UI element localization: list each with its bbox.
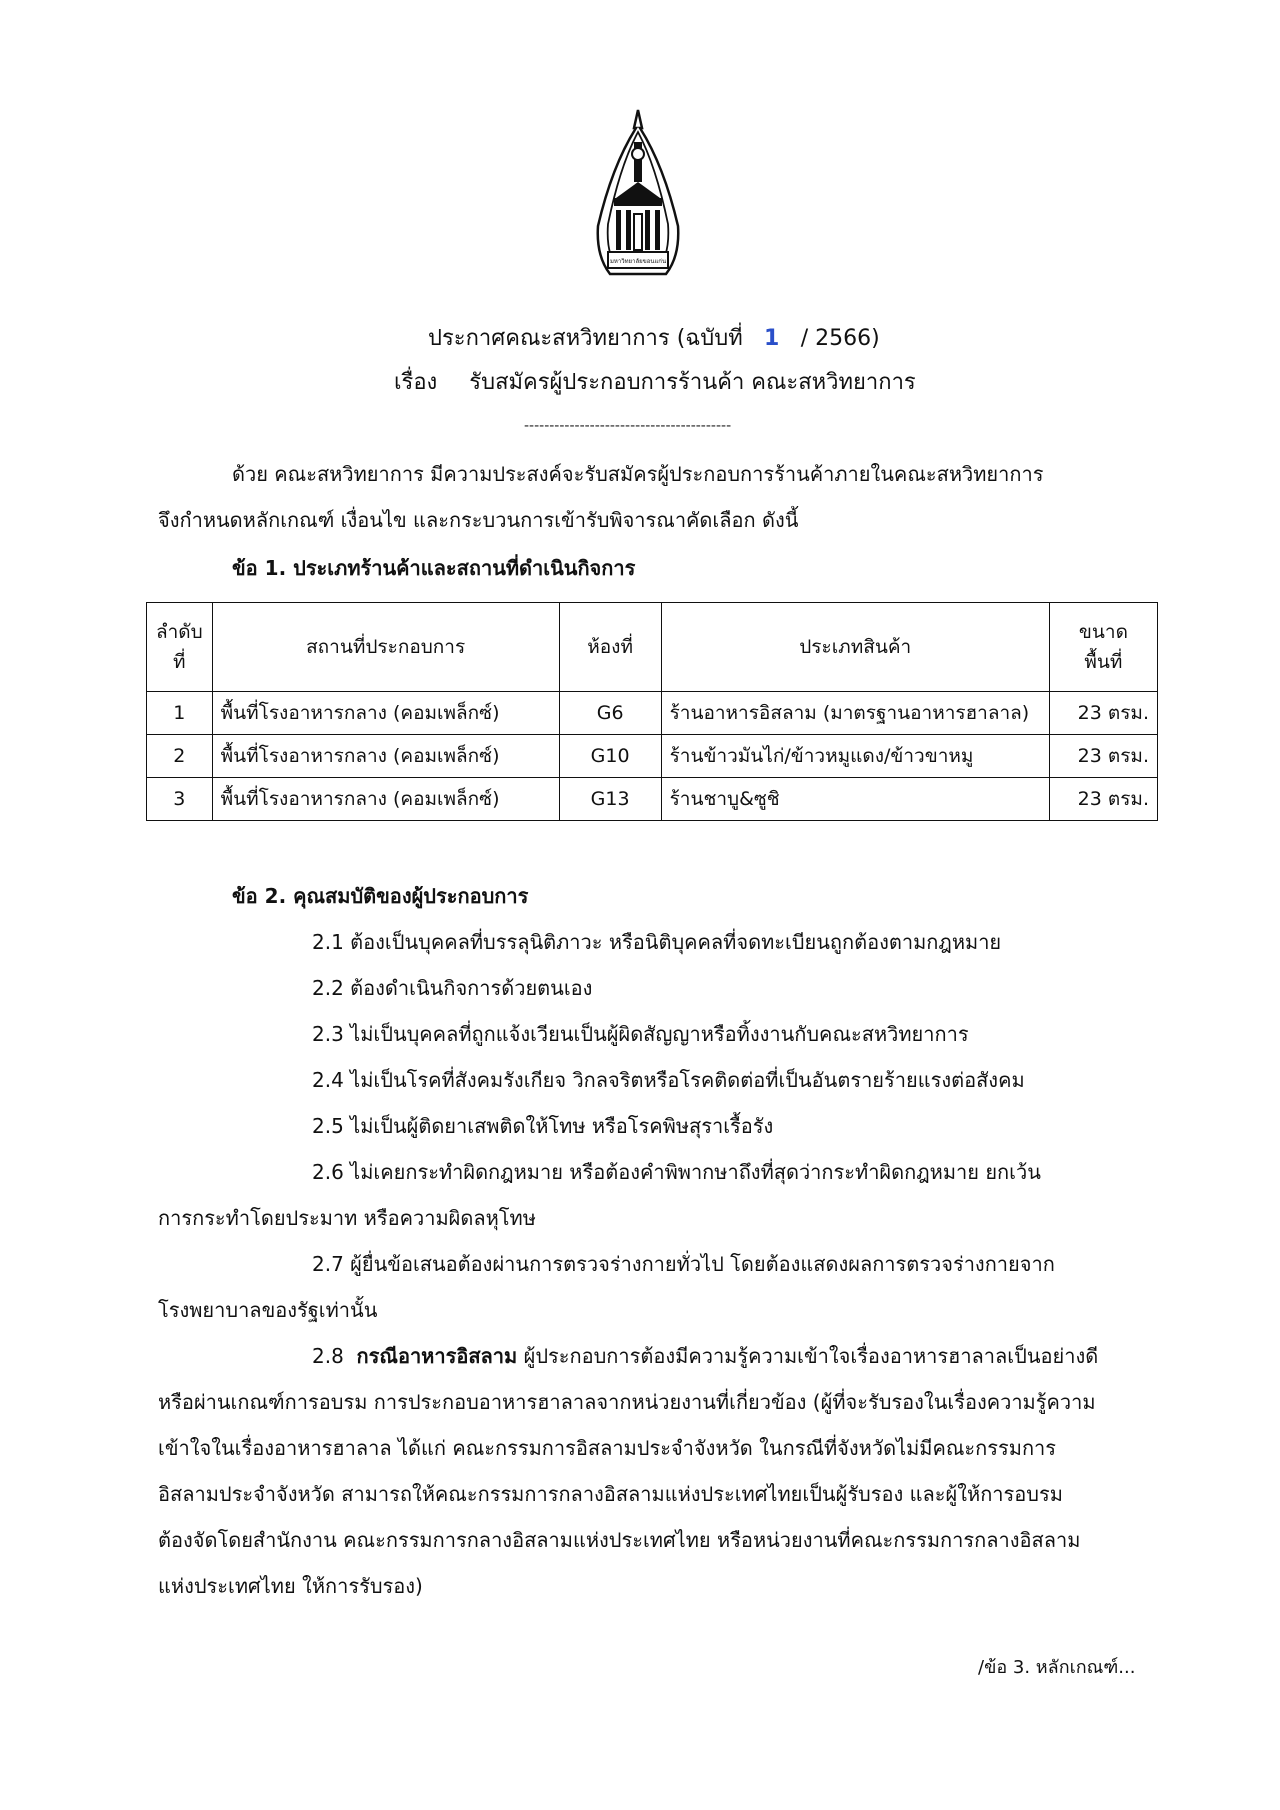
item-2-8-line-5: ต้องจัดโดยสำนักงาน คณะกรรมการกลางอิสลามแห่งประเทศไทย หรือหน่วยงานที่คณะกรรมการกลางอิสลาม xyxy=(158,1528,1081,1552)
item-2-6-line-2: การกระทำโดยประมาท หรือความผิดลหุโทษ xyxy=(158,1206,536,1230)
row-area: 23 ตรม. xyxy=(1049,778,1157,821)
column-room: ห้องที่ xyxy=(559,603,661,692)
row-product: ร้านข้าวมันไก่/ข้าวหมูแดง/ข้าวขาหมู xyxy=(661,735,1049,778)
continuation-note: /ข้อ 3. หลักเกณฑ์... xyxy=(978,1657,1136,1678)
university-seal-logo xyxy=(594,106,682,282)
subject-label: เรื่อง xyxy=(394,370,438,395)
intro-line-1: ด้วย คณะสหวิทยาการ มีความประสงค์จะรับสมัครผู้ประกอบการร้านค้าภายในคณะสหวิทยาการ xyxy=(232,462,1044,486)
section-1-title: ข้อ 1. ประเภทร้านค้าและสถานที่ดำเนินกิจการ xyxy=(232,556,636,580)
column-no-line-1: ลำดับ xyxy=(155,621,203,643)
row-room: G13 xyxy=(559,778,661,821)
table-header-row xyxy=(147,603,1158,692)
column-place: สถานที่ประกอบการ xyxy=(212,603,559,692)
issue-number: 1 xyxy=(764,326,780,351)
announcement-title xyxy=(428,320,880,355)
item-2-2: 2.2 ต้องดำเนินกิจการด้วยตนเอง xyxy=(312,976,593,1000)
separator-line: ----------------------------------------- xyxy=(524,418,732,434)
column-area xyxy=(1049,603,1157,692)
row-area: 23 ตรม. xyxy=(1049,692,1157,735)
announcement-suffix: / 2566) xyxy=(800,326,880,351)
item-2-8-line-2: หรือผ่านเกณฑ์การอบรม การประกอบอาหารฮาลาลจากหน่วยงานที่เกี่ยวข้อง (ผู้ที่จะรับรองในเรื่องความรู้ความ xyxy=(158,1390,1096,1414)
item-2-8-line-1-rest: ผู้ประกอบการต้องมีความรู้ความเข้าใจเรื่องอาหารฮาลาลเป็นอย่างดี xyxy=(523,1344,1099,1368)
shop-location-table xyxy=(146,602,1158,821)
row-room: G10 xyxy=(559,735,661,778)
column-area-line-2: พื้นที่ xyxy=(1084,651,1123,673)
item-2-8-bold-heading: กรณีอาหารอิสลาม xyxy=(356,1344,518,1368)
item-2-3: 2.3 ไม่เป็นบุคคลที่ถูกแจ้งเวียนเป็นผู้ผิดสัญญาหรือทิ้งงานกับคณะสหวิทยาการ xyxy=(312,1022,969,1046)
row-no: 1 xyxy=(147,692,213,735)
intro-line-2: จึงกำหนดหลักเกณฑ์ เงื่อนไข และกระบวนการเข้ารับพิจารณาคัดเลือก ดังนี้ xyxy=(158,508,799,532)
item-2-8-line-4: อิสลามประจำจังหวัด สามารถให้คณะกรรมการกลางอิสลามแห่งประเทศไทยเป็นผู้รับรอง และผู้ให้การอบรม xyxy=(158,1482,1063,1506)
column-area-line-1: ขนาด xyxy=(1078,621,1128,643)
announcement-subject xyxy=(394,364,916,399)
item-2-7-line-2: โรงพยาบาลของรัฐเท่านั้น xyxy=(158,1298,378,1322)
item-2-8-line-6: แห่งประเทศไทย ให้การรับรอง) xyxy=(158,1574,423,1598)
section-2-title: ข้อ 2. คุณสมบัติของผู้ประกอบการ xyxy=(232,884,529,908)
row-place: พื้นที่โรงอาหารกลาง (คอมเพล็กซ์) xyxy=(212,778,559,821)
item-2-8-line-1 xyxy=(312,1340,1098,1372)
row-no: 3 xyxy=(147,778,213,821)
table-row xyxy=(147,735,1158,778)
item-2-6-line-1: 2.6 ไม่เคยกระทำผิดกฎหมาย หรือต้องคำพิพากษาถึงที่สุดว่ากระทำผิดกฎหมาย ยกเว้น xyxy=(312,1160,1041,1184)
row-product: ร้านชาบู&ซูชิ xyxy=(661,778,1049,821)
item-2-1: 2.1 ต้องเป็นบุคคลที่บรรลุนิติภาวะ หรือนิติบุคคลที่จดทะเบียนถูกต้องตามกฎหมาย xyxy=(312,930,1002,954)
row-no: 2 xyxy=(147,735,213,778)
item-2-5: 2.5 ไม่เป็นผู้ติดยาเสพติดให้โทษ หรือโรคพิษสุราเรื้อรัง xyxy=(312,1114,774,1138)
item-2-7-line-1: 2.7 ผู้ยื่นข้อเสนอต้องผ่านการตรวจร่างกายทั่วไป โดยต้องแสดงผลการตรวจร่างกายจาก xyxy=(312,1252,1055,1276)
row-room: G6 xyxy=(559,692,661,735)
row-product: ร้านอาหารอิสลาม (มาตรฐานอาหารฮาลาล) xyxy=(661,692,1049,735)
row-place: พื้นที่โรงอาหารกลาง (คอมเพล็กซ์) xyxy=(212,735,559,778)
column-no xyxy=(147,603,213,692)
svg-text:มหาวิทยาลัยขอนแก่น: มหาวิทยาลัยขอนแก่น xyxy=(609,258,667,265)
item-2-8-line-3: เข้าใจในเรื่องอาหารฮาลาล ได้แก่ คณะกรรมการอิสลามประจำจังหวัด ในกรณีที่จังหวัดไม่มีคณะกรรมการ xyxy=(158,1436,1057,1460)
announcement-prefix: ประกาศคณะสหวิทยาการ (ฉบับที่ xyxy=(428,326,743,351)
table-row xyxy=(147,692,1158,735)
column-product: ประเภทสินค้า xyxy=(661,603,1049,692)
column-no-line-2: ที่ xyxy=(173,651,186,673)
item-2-4: 2.4 ไม่เป็นโรคที่สังคมรังเกียจ วิกลจริตหรือโรคติดต่อที่เป็นอันตรายร้ายแรงต่อสังคม xyxy=(312,1068,1025,1092)
item-2-8-number: 2.8 xyxy=(312,1344,344,1368)
row-area: 23 ตรม. xyxy=(1049,735,1157,778)
row-place: พื้นที่โรงอาหารกลาง (คอมเพล็กซ์) xyxy=(212,692,559,735)
table-row xyxy=(147,778,1158,821)
subject-text: รับสมัครผู้ประกอบการร้านค้า คณะสหวิทยาการ xyxy=(469,370,916,395)
